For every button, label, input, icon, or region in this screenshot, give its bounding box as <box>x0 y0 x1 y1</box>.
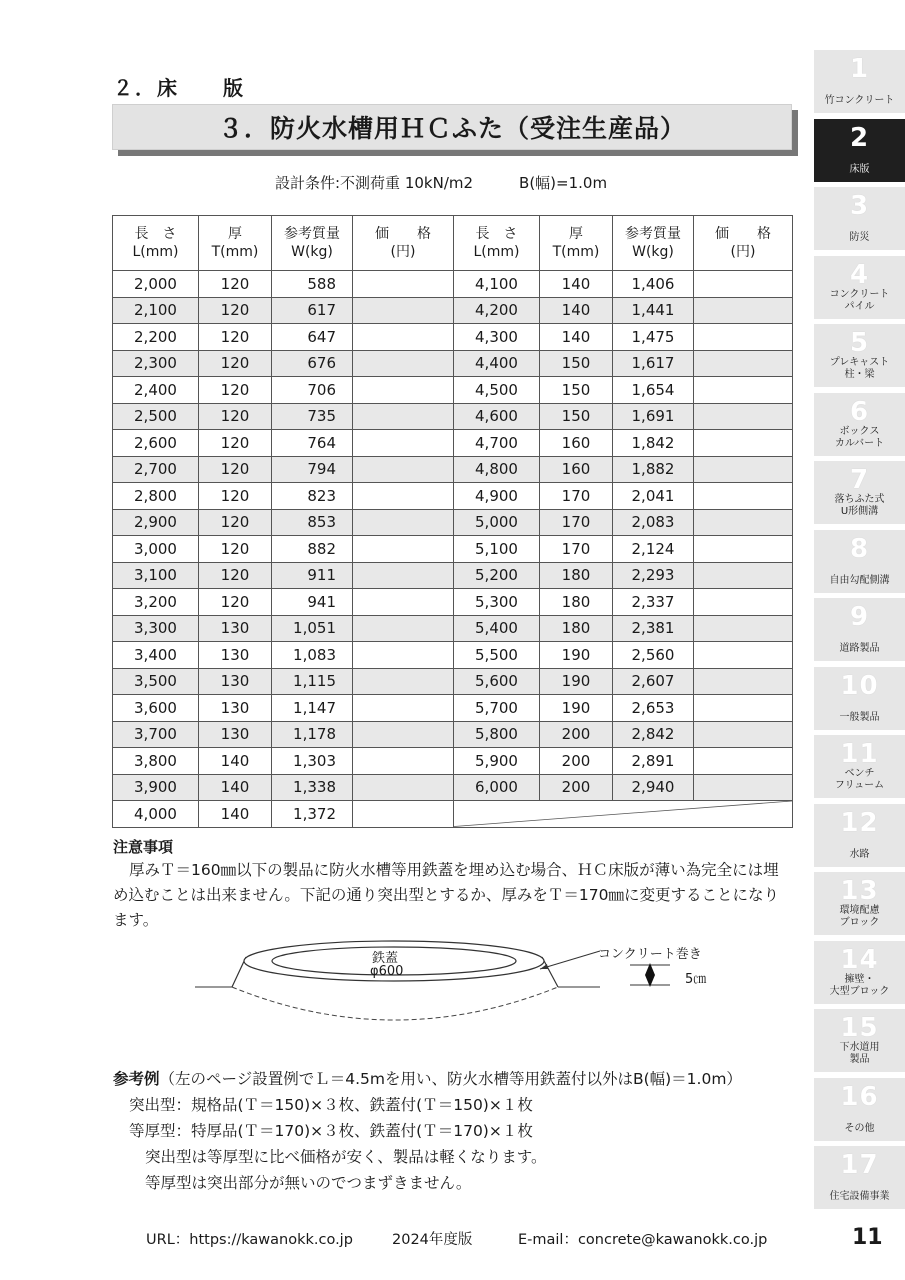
weight-cell: 2,560 <box>613 642 694 669</box>
weight-cell: 1,338 <box>272 774 353 801</box>
length-cell: 4,000 <box>113 801 199 828</box>
weight-cell: 2,891 <box>613 748 694 775</box>
chapter-tab-12[interactable] <box>814 804 905 867</box>
length-cell: 2,100 <box>113 297 199 324</box>
weight-cell: 1,178 <box>272 721 353 748</box>
table-row <box>113 430 793 457</box>
tab-number: 5 <box>849 328 870 358</box>
thickness-cell: 150 <box>540 377 613 404</box>
thickness-cell: 120 <box>199 377 272 404</box>
length-cell: 2,800 <box>113 483 199 510</box>
price-cell <box>694 297 793 324</box>
reference-subline: 突出型は等厚型に比べ価格が安く、製品は軽くなります。 <box>145 1148 547 1166</box>
chapter-tab-17[interactable] <box>814 1146 905 1209</box>
tab-label: 竹コンクリート <box>824 95 895 106</box>
price-cell <box>353 350 454 377</box>
weight-cell: 1,406 <box>613 271 694 298</box>
thickness-cell: 160 <box>540 430 613 457</box>
price-cell <box>694 377 793 404</box>
thickness-cell: 170 <box>540 483 613 510</box>
length-cell: 2,900 <box>113 509 199 536</box>
thickness-cell: 120 <box>199 271 272 298</box>
col-weight: 参考質量 W(kg) <box>272 216 353 271</box>
weight-cell: 2,083 <box>613 509 694 536</box>
length-cell: 3,100 <box>113 562 199 589</box>
tab-label: 下水道用 製品 <box>839 1042 880 1065</box>
tab-label: ベンチ フリューム <box>834 768 885 791</box>
thickness-cell: 190 <box>540 668 613 695</box>
weight-cell: 882 <box>272 536 353 563</box>
weight-cell: 2,940 <box>613 774 694 801</box>
table-row <box>113 509 793 536</box>
weight-cell: 1,115 <box>272 668 353 695</box>
notes-body: 厚みＴ＝160㎜以下の製品に防火水槽等用鉄蓋を埋め込む場合、ＨＣ床版が薄い為完全には埋め込むことは出来ません。下記の通り突出型とするか、厚みをＴ＝170㎜に変更することになります。 <box>113 861 780 929</box>
price-cell <box>694 483 793 510</box>
weight-cell: 2,124 <box>613 536 694 563</box>
design-conditions <box>275 172 607 193</box>
thickness-cell: 120 <box>199 430 272 457</box>
weight-cell: 676 <box>272 350 353 377</box>
price-cell <box>694 350 793 377</box>
chapter-tab-6[interactable] <box>814 393 905 456</box>
length-cell: 2,300 <box>113 350 199 377</box>
col-thickness: 厚 T(mm) <box>199 216 272 271</box>
length-cell: 3,800 <box>113 748 199 775</box>
table-row <box>113 536 793 563</box>
weight-cell: 823 <box>272 483 353 510</box>
tab-number: 10 <box>840 670 879 701</box>
tab-number: 4 <box>849 259 870 290</box>
price-cell <box>353 589 454 616</box>
col-price: 価 格 (円) <box>694 216 793 271</box>
thickness-cell: 150 <box>540 350 613 377</box>
weight-cell: 853 <box>272 509 353 536</box>
price-cell <box>353 668 454 695</box>
weight-cell: 1,882 <box>613 456 694 483</box>
table-row <box>113 774 793 801</box>
length-cell: 5,800 <box>454 721 540 748</box>
weight-cell: 794 <box>272 456 353 483</box>
reference-heading: 参考例 <box>113 1070 160 1088</box>
lid-size: φ600 <box>370 964 404 979</box>
table-row <box>113 271 793 298</box>
length-cell: 2,500 <box>113 403 199 430</box>
table-row <box>113 668 793 695</box>
weight-cell: 1,303 <box>272 748 353 775</box>
tab-number: 6 <box>849 396 870 427</box>
weight-cell: 1,842 <box>613 430 694 457</box>
length-cell: 4,600 <box>454 403 540 430</box>
tab-label: その他 <box>844 1122 875 1134</box>
tab-number: 2 <box>849 122 870 153</box>
length-cell: 2,700 <box>113 456 199 483</box>
lid-label: 鉄蓋 <box>372 951 399 966</box>
tab-number: 16 <box>840 1081 879 1112</box>
tab-number: 12 <box>840 807 879 838</box>
weight-cell: 1,617 <box>613 350 694 377</box>
weight-cell: 588 <box>272 271 353 298</box>
price-cell <box>353 774 454 801</box>
thickness-cell: 190 <box>540 695 613 722</box>
reference-line: 突出型：規格品(Ｔ＝150)×３枚、鉄蓋付(Ｔ＝150)×１枚 <box>129 1096 533 1114</box>
length-cell: 5,100 <box>454 536 540 563</box>
chapter-tab-3[interactable] <box>814 187 905 250</box>
spec-table <box>112 215 793 828</box>
weight-cell: 1,654 <box>613 377 694 404</box>
table-row <box>113 801 793 828</box>
weight-cell: 1,691 <box>613 403 694 430</box>
thickness-cell: 180 <box>540 615 613 642</box>
price-cell <box>353 297 454 324</box>
price-cell <box>353 801 454 828</box>
tab-number: 14 <box>840 944 879 975</box>
thickness-cell: 120 <box>199 483 272 510</box>
length-cell: 4,700 <box>454 430 540 457</box>
thickness-cell: 120 <box>199 350 272 377</box>
price-cell <box>353 483 454 510</box>
price-cell <box>353 430 454 457</box>
table-row <box>113 456 793 483</box>
tab-label: 防災 <box>849 232 870 243</box>
thickness-cell: 130 <box>199 695 272 722</box>
weight-cell: 1,475 <box>613 324 694 351</box>
length-cell: 5,200 <box>454 562 540 589</box>
length-cell: 2,000 <box>113 271 199 298</box>
length-cell: 5,700 <box>454 695 540 722</box>
price-cell <box>694 642 793 669</box>
length-cell: 5,900 <box>454 748 540 775</box>
length-cell: 6,000 <box>454 774 540 801</box>
weight-cell: 617 <box>272 297 353 324</box>
weight-cell: 1,083 <box>272 642 353 669</box>
footer-url[interactable]: URL：https://kawanokk.co.jp <box>146 1232 353 1248</box>
length-cell: 5,600 <box>454 668 540 695</box>
length-cell: 3,700 <box>113 721 199 748</box>
empty-cell <box>454 801 793 828</box>
tab-label: 一般製品 <box>839 711 880 723</box>
price-cell <box>694 324 793 351</box>
col-price: 価 格 (円) <box>353 216 454 271</box>
thickness-cell: 140 <box>199 801 272 828</box>
footer-email[interactable]: E-mail：concrete@kawanokk.co.jp <box>518 1232 768 1248</box>
col-thickness: 厚 T(mm) <box>540 216 613 271</box>
price-cell <box>694 748 793 775</box>
table-row <box>113 615 793 642</box>
tab-number: 8 <box>849 533 870 564</box>
thickness-cell: 130 <box>199 642 272 669</box>
price-cell <box>353 271 454 298</box>
weight-cell: 2,337 <box>613 589 694 616</box>
weight-cell: 706 <box>272 377 353 404</box>
price-cell <box>353 562 454 589</box>
width-condition: B(幅)=1.0m <box>519 174 608 192</box>
length-cell: 5,300 <box>454 589 540 616</box>
price-cell <box>353 721 454 748</box>
length-cell: 3,500 <box>113 668 199 695</box>
thickness-cell: 120 <box>199 297 272 324</box>
tab-number: 17 <box>840 1150 879 1180</box>
weight-cell: 2,607 <box>613 668 694 695</box>
weight-cell: 2,041 <box>613 483 694 510</box>
thickness-cell: 170 <box>540 509 613 536</box>
price-cell <box>694 271 793 298</box>
weight-cell: 1,147 <box>272 695 353 722</box>
tab-label: 自由勾配側溝 <box>829 574 890 586</box>
tab-number: 7 <box>849 465 870 495</box>
weight-cell: 1,441 <box>613 297 694 324</box>
page-number: 11 <box>852 1225 883 1250</box>
load-condition: 設計条件:不測荷重 10kN/m2 <box>275 174 474 192</box>
thickness-cell: 130 <box>199 615 272 642</box>
chapter-tabs <box>814 50 905 1215</box>
weight-cell: 1,051 <box>272 615 353 642</box>
tab-number: 15 <box>840 1013 879 1043</box>
length-cell: 4,100 <box>454 271 540 298</box>
tab-label: 道路製品 <box>839 643 880 654</box>
length-cell: 4,800 <box>454 456 540 483</box>
price-cell <box>694 695 793 722</box>
weight-cell: 2,293 <box>613 562 694 589</box>
table-header-row <box>113 216 793 271</box>
length-cell: 2,600 <box>113 430 199 457</box>
tab-label: 床版 <box>849 163 870 175</box>
diagonal-line <box>454 801 792 827</box>
weight-cell: 735 <box>272 403 353 430</box>
weight-cell: 2,381 <box>613 615 694 642</box>
length-cell: 4,200 <box>454 297 540 324</box>
price-cell <box>694 430 793 457</box>
table-row <box>113 562 793 589</box>
chapter-tab-1[interactable] <box>814 50 905 113</box>
thickness-cell: 200 <box>540 774 613 801</box>
table-row <box>113 721 793 748</box>
price-cell <box>353 615 454 642</box>
tab-number: 3 <box>849 191 870 221</box>
thickness-cell: 120 <box>199 324 272 351</box>
length-cell: 3,900 <box>113 774 199 801</box>
chapter-tab-7[interactable] <box>814 461 905 524</box>
chapter-tab-16[interactable] <box>814 1078 905 1141</box>
price-cell <box>694 774 793 801</box>
table-row <box>113 377 793 404</box>
price-cell <box>353 642 454 669</box>
chapter-tab-2[interactable] <box>814 119 905 182</box>
length-cell: 3,200 <box>113 589 199 616</box>
price-cell <box>353 509 454 536</box>
chapter-tab-5[interactable] <box>814 324 905 387</box>
chapter-tab-11[interactable] <box>814 735 905 798</box>
price-cell <box>353 324 454 351</box>
price-cell <box>694 615 793 642</box>
thickness-cell: 180 <box>540 589 613 616</box>
height-label: 5㎝ <box>685 972 707 987</box>
price-cell <box>694 721 793 748</box>
thickness-cell: 170 <box>540 536 613 563</box>
page-title: ３．防火水槽用ＨＣふた（受注生産品） <box>112 104 792 150</box>
tab-label: 落ちふた式 U形側溝 <box>834 494 885 517</box>
reference-line: 等厚型：特厚品(Ｔ＝170)×３枚、鉄蓋付(Ｔ＝170)×１枚 <box>129 1122 533 1140</box>
thickness-cell: 130 <box>199 721 272 748</box>
tab-label: 住宅設備事業 <box>829 1191 890 1202</box>
length-cell: 5,400 <box>454 615 540 642</box>
tab-label: 擁壁・ 大型ブロック <box>829 973 890 997</box>
table-row <box>113 695 793 722</box>
length-cell: 3,000 <box>113 536 199 563</box>
chapter-tab-14[interactable] <box>814 941 905 1004</box>
thickness-cell: 140 <box>199 774 272 801</box>
thickness-cell: 200 <box>540 721 613 748</box>
price-cell <box>694 562 793 589</box>
section-label: ２．床 版 <box>113 76 245 100</box>
table-row <box>113 642 793 669</box>
length-cell: 4,900 <box>454 483 540 510</box>
footer-edition: 2024年度版 <box>392 1232 473 1248</box>
price-cell <box>694 589 793 616</box>
thickness-cell: 150 <box>540 403 613 430</box>
notes-heading: 注意事項 <box>113 838 174 856</box>
chapter-tab-13[interactable] <box>814 872 905 935</box>
price-cell <box>353 456 454 483</box>
tab-label: 環境配慮 ブロック <box>839 905 880 928</box>
tab-label: コンクリート パイル <box>829 288 890 312</box>
length-cell: 3,300 <box>113 615 199 642</box>
length-cell: 5,000 <box>454 509 540 536</box>
thickness-cell: 200 <box>540 748 613 775</box>
chapter-tab-4[interactable] <box>814 256 905 319</box>
weight-cell: 911 <box>272 562 353 589</box>
price-cell <box>694 668 793 695</box>
weight-cell: 2,653 <box>613 695 694 722</box>
reference-example <box>113 1066 742 1196</box>
length-cell: 3,600 <box>113 695 199 722</box>
thickness-cell: 130 <box>199 668 272 695</box>
price-cell <box>694 403 793 430</box>
thickness-cell: 140 <box>540 271 613 298</box>
col-length: 長 さ L(mm) <box>454 216 540 271</box>
lid-diagram <box>190 935 730 1034</box>
thickness-cell: 140 <box>199 748 272 775</box>
thickness-cell: 140 <box>540 324 613 351</box>
length-cell: 2,200 <box>113 324 199 351</box>
table-row <box>113 748 793 775</box>
weight-cell: 1,372 <box>272 801 353 828</box>
thickness-cell: 160 <box>540 456 613 483</box>
thickness-cell: 120 <box>199 562 272 589</box>
price-cell <box>353 695 454 722</box>
thickness-cell: 120 <box>199 403 272 430</box>
thickness-cell: 120 <box>199 456 272 483</box>
table-row <box>113 589 793 616</box>
chapter-tab-15[interactable] <box>814 1009 905 1072</box>
thickness-cell: 120 <box>199 589 272 616</box>
length-cell: 5,500 <box>454 642 540 669</box>
tab-number: 1 <box>849 54 870 84</box>
thickness-cell: 180 <box>540 562 613 589</box>
table-row <box>113 297 793 324</box>
thickness-cell: 140 <box>540 297 613 324</box>
reference-subline: 等厚型は突出部分が無いのでつまずきません。 <box>145 1174 472 1192</box>
price-cell <box>353 403 454 430</box>
weight-cell: 941 <box>272 589 353 616</box>
length-cell: 4,500 <box>454 377 540 404</box>
length-cell: 3,400 <box>113 642 199 669</box>
table-row <box>113 350 793 377</box>
table-row <box>113 403 793 430</box>
tab-number: 11 <box>840 739 879 769</box>
table-row <box>113 483 793 510</box>
tab-label: ボックス カルバート <box>834 425 885 449</box>
thickness-cell: 190 <box>540 642 613 669</box>
price-cell <box>694 509 793 536</box>
length-cell: 4,400 <box>454 350 540 377</box>
thickness-cell: 120 <box>199 509 272 536</box>
weight-cell: 2,842 <box>613 721 694 748</box>
price-cell <box>353 377 454 404</box>
table-row <box>113 324 793 351</box>
tab-label: 水路 <box>849 848 870 860</box>
tab-number: 9 <box>849 602 870 632</box>
price-cell <box>694 456 793 483</box>
tab-number: 13 <box>840 876 879 906</box>
price-cell <box>353 748 454 775</box>
thickness-cell: 120 <box>199 536 272 563</box>
price-cell <box>353 536 454 563</box>
weight-cell: 764 <box>272 430 353 457</box>
weight-cell: 647 <box>272 324 353 351</box>
tab-label: プレキャスト 柱・梁 <box>829 357 890 380</box>
price-cell <box>694 536 793 563</box>
concrete-label: コンクリート巻き <box>598 947 702 962</box>
chapter-tab-10[interactable] <box>814 667 905 730</box>
chapter-tab-8[interactable] <box>814 530 905 593</box>
length-cell: 4,300 <box>454 324 540 351</box>
chapter-tab-9[interactable] <box>814 598 905 661</box>
length-cell: 2,400 <box>113 377 199 404</box>
col-length: 長 さ L(mm) <box>113 216 199 271</box>
reference-note: （左のページ設置例でＬ＝4.5mを用い、防火水槽等用鉄蓋付以外はB(幅)＝1.0m） <box>159 1070 742 1088</box>
col-weight: 参考質量 W(kg) <box>613 216 694 271</box>
